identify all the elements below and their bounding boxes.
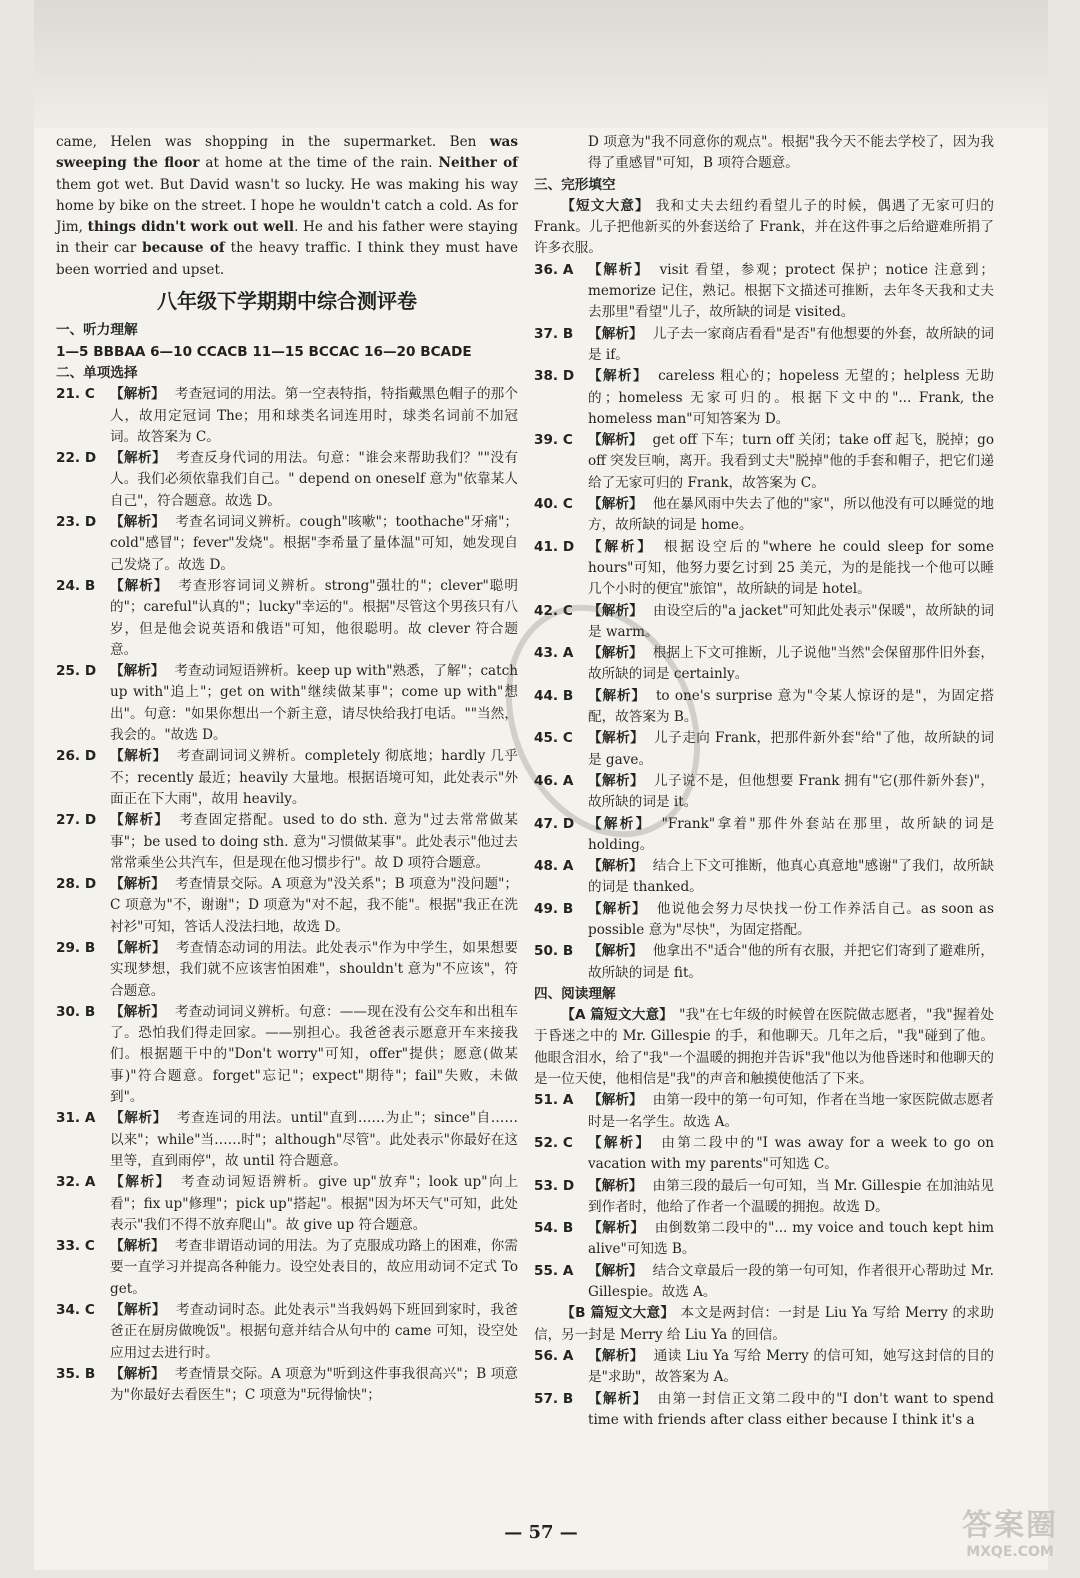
question-number: 29. B <box>56 939 96 956</box>
analysis-tag: 【解析】 <box>588 1390 648 1407</box>
analysis-tag: 【解析】 <box>588 368 649 385</box>
watermark-logo: 答案圈 MXQE.COM <box>962 1508 1058 1560</box>
analysis-tag: 【解析】 <box>588 858 643 875</box>
explanation-text: 【解析】 考查副词词义辨析。completely 彻底地；hardly 几乎不；recently 最近；heavily 大量地。根据语境可知，此处表示"外面正在下大雨"，故用 heavily。 <box>110 748 519 807</box>
analysis-tag: 【解析】 <box>588 432 643 449</box>
analysis-tag: 【解析】 <box>588 1262 643 1279</box>
explanation-text: 【解析】 考查动词短语辨析。give up"放弃"；look up"向上看"；fix up"修理"；pick up"搭起"。根据"因为坏天气"可知，此处表示"我们不得不放弃爬山"。故 give up 符合题意。 <box>110 1174 518 1233</box>
question-number: 21. C <box>56 386 95 403</box>
explanation-text: 【解析】 考查反身代词的用法。句意："谁会来帮助我们？""没有人。我们必须依靠我们自己。" depend on oneself 意为"依靠某人自己"，符合题意。故选 D。 <box>110 450 518 509</box>
answer-item <box>534 494 994 537</box>
analysis-tag: 【解析】 <box>588 730 645 747</box>
answer-item <box>534 899 994 942</box>
question-number: 45. C <box>534 730 573 747</box>
passage-a-summary: 【A 篇短文大意】 "我"在七年级的时候曾在医院做志愿者，"我"握着处于昏迷之中的 Mr. Gillespie 的手，和他聊天。几年之后，"我"碰到了他。他眼含泪水，给了"我"一个温暖的拥抱并告诉"我"他以为他昏迷时和他聊天的是一位天使，他相信是"我"的声音和触摸使他活了下来。 <box>534 1007 995 1088</box>
explanation-text: 【解析】 to one's surprise 意为"令某人惊讶的是"，为固定搭配，故答案为 B。 <box>588 687 995 726</box>
answer-item <box>56 746 518 810</box>
explanation-text: 【解析】 他说他会努力尽快找一份工作养活自己。as soon as possible 意为"尽快"，为固定搭配。 <box>588 900 995 938</box>
answer-item <box>534 1218 994 1261</box>
question-number: 25. D <box>56 663 97 680</box>
question-number: 55. A <box>534 1262 574 1279</box>
explanation-text: 【解析】 他拿出不"适合"他的所有衣服，并把它们寄到了避难所，故所缺的词是 fit。 <box>588 943 994 981</box>
explanation-text: 【解析】 由倒数第二段中的"... my voice and touch kept him alive"可知选 B。 <box>588 1220 994 1258</box>
answer-item <box>534 430 994 494</box>
analysis-tag: 【解析】 <box>110 663 165 680</box>
analysis-tag: 【解析】 <box>110 514 166 531</box>
analysis-tag: 【解析】 <box>110 876 166 893</box>
answer-item <box>534 366 994 430</box>
analysis-tag: 【解析】 <box>588 1134 652 1151</box>
analysis-tag: 【解析】 <box>588 900 647 917</box>
answer-item <box>56 384 518 448</box>
explanation-text: 【解析】 考查情景交际。A 项意为"听到这件事我很高兴"；B 项意为"你最好去看医生"；C 项意为"玩得愉快"； <box>110 1365 519 1404</box>
answer-item <box>534 1261 994 1304</box>
section-heading-reading: 四、阅读理解 <box>534 985 616 1002</box>
analysis-tag: 【解析】 <box>588 325 643 342</box>
question-number: 27. D <box>56 812 97 829</box>
question-number: 46. A <box>534 772 574 789</box>
analysis-tag: 【解析】 <box>588 261 650 278</box>
question-number: 47. D <box>534 815 575 832</box>
analysis-tag: 【解析】 <box>588 1347 644 1364</box>
cloze-summary: 【短文大意】 我和丈夫去纽约看望儿子的时候，偶遇了无家可归的 Frank。儿子把他新买的外套送给了 Frank，并在这件事之后给避难所捐了许多衣服。 <box>534 197 994 257</box>
section-heading-single-choice: 二、单项选择 <box>56 364 138 381</box>
blank-top-area <box>34 0 1048 128</box>
explanation-text: 【解析】 考查动词短语辨析。keep up with"熟悉，了解"；catch up with"追上"；get on with"继续做某事"；come up with"想出"。句意："如果你想出一个新主意，请尽快给我打电话。""当然，我会的。"故选 D。 <box>110 663 518 744</box>
explanation-text: 【解析】 考查动词时态。此处表示"当我妈妈下班回到家时，我爸爸正在厨房做晚饭"。根据句意并结合从句中的 came 可知，设空处应用过去进行时。 <box>110 1302 518 1361</box>
question-number: 50. B <box>534 943 574 960</box>
explanation-text: 【解析】 get off 下车；turn off 关闭；take off 起飞，脱掉；go off 突发巨响，离开。我看到丈夫"脱掉"他的手套和帽子，把它们递给了无家可归的 Frank，故答案为 C。 <box>588 432 995 491</box>
explanation-text: 【解析】 儿子走向 Frank，把那件新外套"给"了他，故所缺的词是 gave。 <box>588 730 994 768</box>
question-number: 37. B <box>534 325 574 342</box>
analysis-tag: 【解析】 <box>588 538 654 555</box>
question-number: 34. C <box>56 1302 95 1319</box>
question-number: 57. B <box>534 1390 574 1407</box>
question-number: 39. C <box>534 432 573 449</box>
question-number: 56. A <box>534 1347 574 1364</box>
question-number: 24. B <box>56 577 96 594</box>
question-number: 23. D <box>56 514 97 531</box>
answer-item <box>56 938 518 1002</box>
explanation-text: 【解析】 "Frank"拿着"那件外套站在那里，故所缺的词是 holding。 <box>588 815 994 853</box>
intro-paragraph: came, Helen was shopping in the supermarket. Ben was sweeping the floor at home at the time of the rain. Neither of them got wet. But David wasn't so lucky. He was making his way home by bike on the street. I hope he wouldn't catch a cold. As for Jim, things didn't work out well. He and his father were staying in their car because of the heavy traffic. I think they must have been worried and upset. <box>56 134 519 278</box>
question-number: 22. D <box>56 450 97 467</box>
analysis-tag: 【解析】 <box>588 602 644 619</box>
answer-item <box>56 1300 518 1364</box>
analysis-tag: 【解析】 <box>588 687 646 704</box>
answer-item <box>534 1346 994 1389</box>
listening-answers: 1—5 BBBAA 6—10 CCACB 11—15 BCCAC 16—20 BCADE <box>56 343 472 360</box>
answer-list-passage-b <box>534 1346 994 1431</box>
question-number: 51. A <box>534 1092 574 1109</box>
analysis-tag: 【解析】 <box>110 1003 165 1020</box>
answer-item <box>534 1133 994 1176</box>
explanation-text: 【解析】 由设空后的"a jacket"可知此处表示"保暖"，故所缺的词是 warm。 <box>588 602 994 640</box>
answer-item <box>56 1002 518 1108</box>
answer-list-single-choice <box>56 384 518 1406</box>
question-number: 32. A <box>56 1174 96 1191</box>
question-number: 31. A <box>56 1110 96 1127</box>
analysis-tag: 【解析】 <box>588 496 643 513</box>
question-number: 52. C <box>534 1134 573 1151</box>
explanation-text: 【解析】 考查情景交际。A 项意为"没关系"；B 项意为"没问题"；C 项意为"不，谢谢"；D 项意为"对不起，我不能"。根据"我正在洗衬衫"可知，答话人没法扫地，故选 D。 <box>110 876 518 935</box>
analysis-tag: 【解析】 <box>110 748 167 765</box>
answer-item <box>56 1172 518 1236</box>
analysis-tag: 【解析】 <box>588 1092 643 1109</box>
explanation-text: 【解析】 考查固定搭配。used to do sth. 意为"过去常常做某事"；be used to doing sth. 意为"习惯做某事"。此处表示"他过去常常乘坐公共汽车，但是现在他习惯步行"。故 D 项符合题意。 <box>110 812 519 871</box>
answer-item <box>56 1364 518 1407</box>
question-number: 48. A <box>534 858 574 875</box>
answer-item <box>534 1389 994 1432</box>
answer-item <box>56 1108 518 1172</box>
question-number: 33. C <box>56 1238 95 1255</box>
question-number: 43. A <box>534 645 574 662</box>
question-number: 54. B <box>534 1220 574 1237</box>
explanation-text: 【解析】 考查名词词义辨析。cough"咳嗽"；toothache"牙痛"；cold"感冒"；fever"发烧"。根据"李希量了量体温"可知，她发现自己发烧了。故选 D。 <box>110 514 518 573</box>
analysis-tag: 【解析】 <box>588 645 643 662</box>
explanation-text: 【解析】 visit 看望，参观；protect 保护；notice 注意到；memorize 记住，熟记。根据下文描述可推断，去年冬天我和丈夫去那里"看望"儿子，故所缺的词是 visited。 <box>588 261 995 321</box>
explanation-text: 【解析】 儿子去一家商店看看"是否"有他想要的外套，故所缺的词是 if。 <box>588 325 994 363</box>
question-number: 41. D <box>534 538 575 555</box>
explanation-text: 【解析】 根据上下文可推断，儿子说他"当然"会保留那件旧外套，故所缺的词是 certainly。 <box>588 645 994 683</box>
answer-item <box>56 1236 518 1300</box>
analysis-tag: 【解析】 <box>110 386 165 403</box>
answer-item <box>534 856 994 899</box>
answer-item <box>56 810 518 874</box>
explanation-text: 【解析】 结合上下文可推断，他真心真意地"感谢"了我们，故所缺的词是 thanked。 <box>588 858 994 896</box>
answer-item <box>56 661 518 746</box>
explanation-text: 【解析】 他在暴风雨中失去了他的"家"，所以他没有可以睡觉的地方，故所缺的词是 home。 <box>588 496 994 534</box>
analysis-tag: 【解析】 <box>588 943 643 960</box>
analysis-tag: 【解析】 <box>588 815 652 832</box>
analysis-tag: 【解析】 <box>110 1302 166 1319</box>
analysis-tag: 【解析】 <box>110 450 167 467</box>
explanation-text: 【解析】 通读 Liu Ya 写给 Merry 的信可知，她写这封信的目的是"求助"，故答案为 A。 <box>588 1347 995 1386</box>
analysis-tag: 【解析】 <box>110 1174 172 1191</box>
answer-item <box>534 1176 994 1219</box>
answer-item <box>56 448 518 512</box>
section-title: 八年级下学期期中综合测评卷 <box>157 289 417 314</box>
question-number: 28. D <box>56 876 97 893</box>
question-number: 53. D <box>534 1177 575 1194</box>
section-heading-cloze: 三、完形填空 <box>534 176 616 193</box>
answer-list-passage-a <box>534 1090 994 1303</box>
question-number: 36. A <box>534 261 574 278</box>
analysis-tag: 【解析】 <box>110 1110 167 1127</box>
answer-item <box>534 941 994 984</box>
analysis-tag: 【解析】 <box>110 577 169 594</box>
page <box>34 0 1048 1570</box>
answer-item <box>534 1090 994 1133</box>
passage-b-summary: 【B 篇短文大意】 本文是两封信：一封是 Liu Ya 写给 Merry 的求助信，另一封是 Merry 给 Liu Ya 的回信。 <box>534 1305 994 1343</box>
explanation-text: 【解析】 根据设空后的"where he could sleep for some hours"可知，他努力要乞讨到 25 美元，为的是能找一个他可以睡几个小时的便宜"旅馆"，故所缺的词是 hotel。 <box>588 538 994 598</box>
question-number: 49. B <box>534 900 574 917</box>
analysis-tag: 【解析】 <box>588 1220 645 1237</box>
explanation-text: 【解析】 考查连词的用法。until"直到……为止"；since"自……以来"；while"当……时"；although"尽管"。此处表示"你最好在这里等，直到雨停"，故 until 符合题意。 <box>110 1110 518 1169</box>
question-number: 40. C <box>534 496 573 513</box>
explanation-text: 【解析】 结合文章最后一段的第一句可知，作者很开心帮助过 Mr. Gillespie。故选 A。 <box>588 1262 994 1301</box>
answer-item <box>56 576 518 661</box>
analysis-tag: 【解析】 <box>110 812 170 829</box>
question-number: 30. B <box>56 1003 96 1020</box>
answer-item <box>56 874 518 938</box>
answer-item <box>534 324 994 367</box>
explanation-text: 【解析】 儿子说不是，但他想要 Frank 拥有"它(那件新外套)"，故所缺的词是 it。 <box>588 772 995 811</box>
left-column <box>56 132 518 1407</box>
explanation-text: 【解析】 考查非谓语动词的用法。为了克服成功路上的困难，你需要一直学习并提高各种能力。设空处表目的，故应用动词不定式 To get。 <box>110 1238 519 1297</box>
analysis-tag: 【解析】 <box>110 939 166 956</box>
explanation-text: 【解析】 考查冠词的用法。第一空表特指，特指戴黑色帽子的那个人，故用定冠词 The；用和球类名词连用时，球类名词前不加冠词。故答案为 C。 <box>110 386 519 445</box>
explanation-text: 【解析】 由第一封信正文第二段中的"I don't want to spend time with friends after class either because I think it's a <box>588 1390 995 1428</box>
page-number: — 57 — <box>504 1522 578 1543</box>
explanation-text: 【解析】 考查形容词词义辨析。strong"强壮的"；clever"聪明的"；careful"认真的"；lucky"幸运的"。根据"尽管这个男孩只有八岁，但是他会说英语和俄语"可知，他很聪明。故 clever 符合题意。 <box>110 577 519 658</box>
continued-explanation: D 项意为"我不同意你的观点"。根据"我今天不能去学校了，因为我得了重感冒"可知，B 项符合题意。 <box>588 134 994 172</box>
explanation-text: 【解析】 考查动词词义辨析。句意：——现在没有公交车和出租车了。恐怕我们得走回家。——别担心。我爸爸表示愿意开车来接我们。根据题干中的"Don't worry"可知，offer"提供；愿意(做某事)"符合题意。forget"忘记"；expect"期待"；fail"失败，未做到"。 <box>110 1003 519 1106</box>
analysis-tag: 【解析】 <box>110 1238 165 1255</box>
answer-item <box>534 537 994 601</box>
question-number: 44. B <box>534 687 574 704</box>
analysis-tag: 【解析】 <box>110 1365 165 1382</box>
question-number: 35. B <box>56 1365 96 1382</box>
explanation-text: 【解析】 由第三段的最后一句可知，当 Mr. Gillespie 在加油站见到作者时，他给了作者一个温暖的拥抱。故选 D。 <box>588 1177 994 1215</box>
question-number: 42. C <box>534 602 573 619</box>
section-heading-listening: 一、听力理解 <box>56 322 138 339</box>
explanation-text: 【解析】 careless 粗心的；hopeless 无望的；helpless 无助的；homeless 无家可归的。根据下文中的"... Frank, the homeless man"可知答案为 D。 <box>588 368 994 427</box>
analysis-tag: 【解析】 <box>588 772 644 789</box>
question-number: 26. D <box>56 748 97 765</box>
explanation-text: 【解析】 由第一段中的第一句可知，作者在当地一家医院做志愿者时是一名学生。故选 A。 <box>588 1092 995 1130</box>
explanation-text: 【解析】 由第二段中的"I was away for a week to go on vacation with my parents"可知选 C。 <box>588 1134 995 1173</box>
analysis-tag: 【解析】 <box>588 1177 643 1194</box>
answer-item <box>534 260 994 324</box>
explanation-text: 【解析】 考查情态动词的用法。此处表示"作为中学生，如果想要实现梦想，我们就不应该害怕困难"，shouldn't 意为"不应该"，符合题意。 <box>110 939 518 999</box>
question-number: 38. D <box>534 368 575 385</box>
answer-item <box>56 512 518 576</box>
